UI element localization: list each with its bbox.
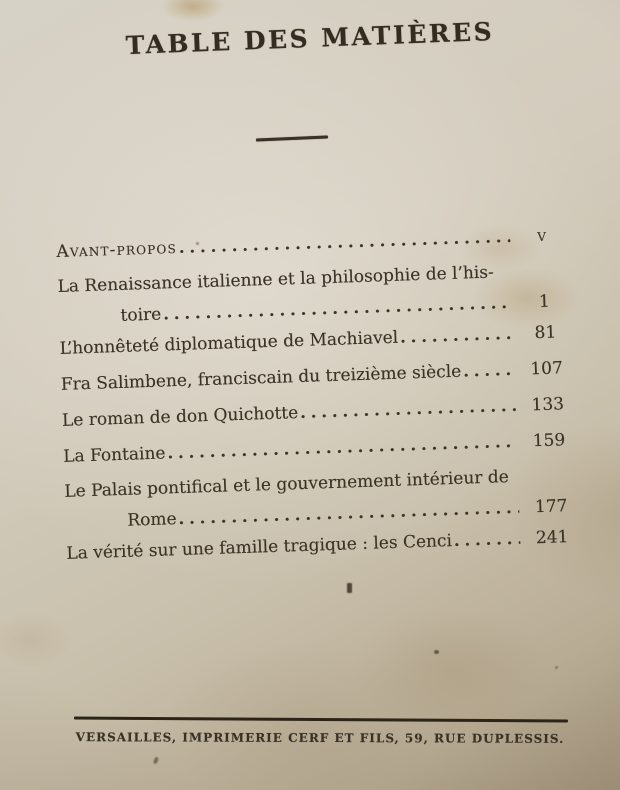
toc-entry-label: L’honnêteté diplomatique de Machiavel: [59, 327, 399, 359]
toc-entry: [59, 321, 573, 360]
toc-page-number: 107: [529, 358, 564, 380]
dot-leader: [178, 497, 519, 530]
dot-leader: [463, 359, 515, 383]
toc-page-number: 1: [538, 291, 551, 313]
toc-entry-label: Avant-propos: [56, 238, 178, 262]
dot-leader: [163, 292, 513, 326]
toc-page-number: 81: [534, 322, 557, 344]
toc-page-number: 241: [535, 527, 569, 549]
toc-entry-label-continuation: Rome: [126, 509, 177, 531]
page-title: TABLE DES MATIÈRES: [125, 16, 495, 61]
dot-leader: [300, 395, 516, 424]
toc-entry: [57, 260, 572, 329]
dot-leader: [167, 431, 517, 465]
printer-imprint: VERSAILLES, IMPRIMERIE CERF ET FILS, 59, RUE DUPLESSIS.: [75, 730, 565, 746]
toc-entry-label: La vérité sur une famille tragique : les Cenci: [66, 531, 453, 564]
paper-speck: [196, 242, 199, 245]
toc-entry-label: Fra Salimbene, franciscain du treizième siècle: [60, 361, 462, 395]
dot-leader: [400, 323, 514, 349]
toc-entry-label: Le Palais pontifical et le gouvernement intérieur de: [63, 467, 510, 502]
toc-entry: [56, 224, 570, 263]
toc-entry: [62, 393, 576, 432]
paper-speck: [153, 757, 159, 765]
toc-entry-label-continuation: toire: [120, 304, 162, 326]
paper-speck: [555, 666, 558, 669]
toc-page-number: v: [536, 225, 548, 247]
toc-entry-label: Le roman de don Quichotte: [61, 403, 299, 431]
toc-entry: [63, 429, 577, 468]
toc-page-number: 177: [534, 496, 568, 518]
title-divider-rule: [256, 135, 328, 141]
dot-leader: [178, 226, 510, 259]
toc-entry-label: La Fontaine: [62, 443, 166, 467]
toc-entry: [64, 465, 579, 534]
table-of-contents: [56, 224, 581, 579]
imprint-divider-rule: [74, 716, 568, 722]
printers-signature-mark: [347, 583, 352, 593]
toc-page-number: 133: [531, 394, 565, 416]
toc-page-number: 159: [532, 430, 566, 452]
paper-speck: [434, 650, 439, 654]
toc-entry: [66, 526, 580, 565]
toc-entry: [60, 357, 574, 396]
toc-entry-label: La Renaissance italienne et la philosophie de l’his-: [57, 262, 494, 297]
dot-leader: [453, 528, 520, 552]
